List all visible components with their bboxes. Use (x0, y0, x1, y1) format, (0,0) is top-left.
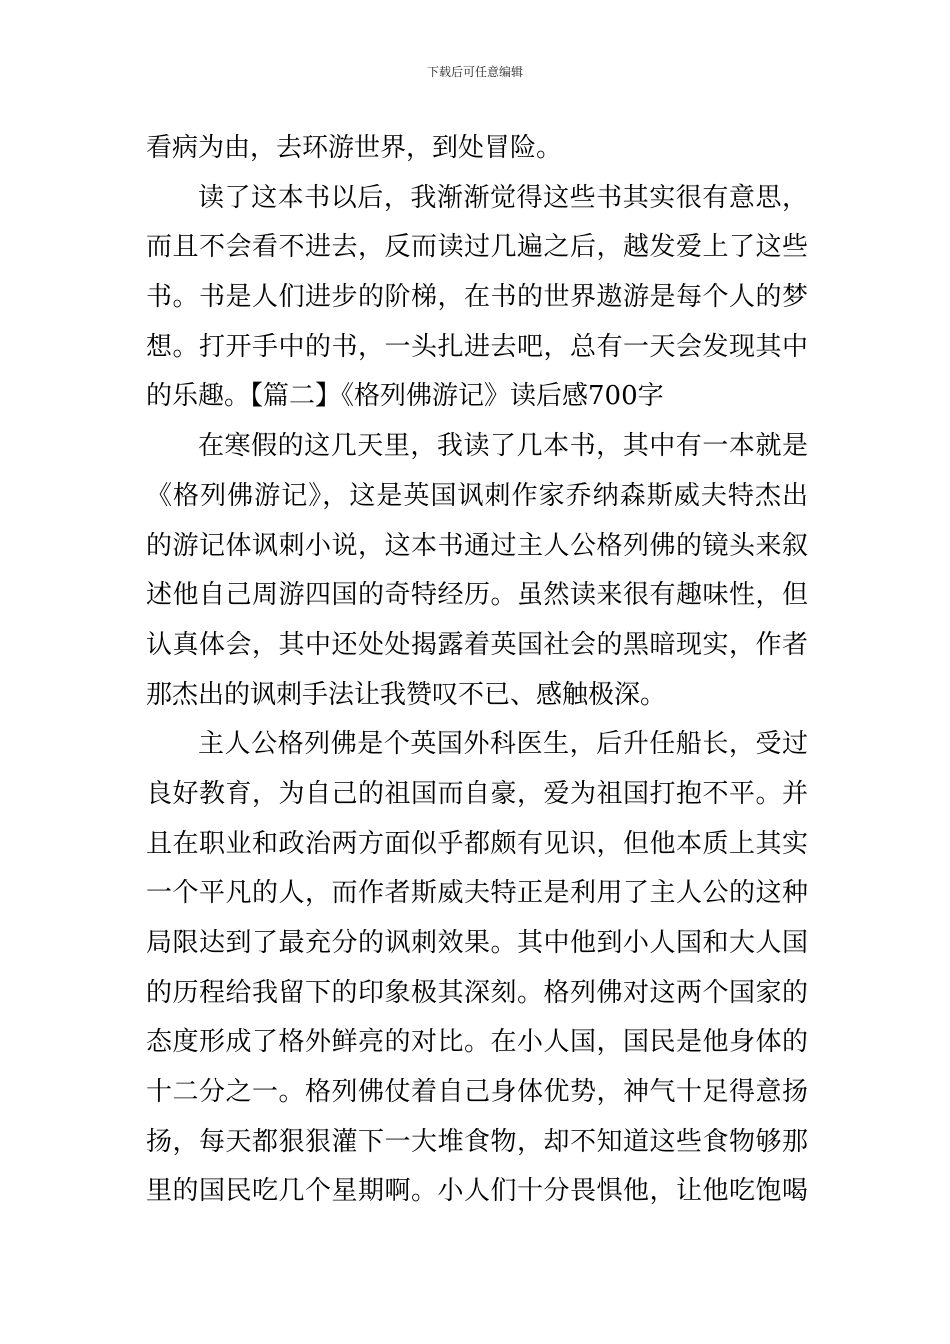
text-line: 看病为由，去环游世界，到处冒险。 (146, 133, 563, 163)
text-line: 认真体会，其中还处处揭露着英国社会的黑暗现实，作者 (146, 629, 808, 660)
text-line: 那杰出的讽刺手法让我赞叹不已、感触极深。 (146, 679, 667, 710)
text-line: 的游记体讽刺小说，这本书通过主人公格列佛的镜头来叙 (146, 530, 808, 561)
text-line: 《格列佛游记》，这是英国讽刺作家乔纳森斯威夫特杰出 (146, 480, 808, 511)
text-line: 书。书是人们进步的阶梯，在书的世界遨游是每个人的梦 (146, 282, 808, 313)
page-header: 下载后可任意编辑 (426, 65, 523, 79)
text-line: 想。打开手中的书，一头扎进去吧，总有一天会发现其中 (146, 331, 808, 362)
text-line: 扬，每天都狠狠灌下一大堆食物，却不知道这些食物够那 (146, 1126, 808, 1157)
text-line: 态度形成了格外鲜亮的对比。在小人国，国民是他身体的 (146, 1027, 808, 1058)
text-line: 的乐趣。【篇二】《格列佛游记》读后感700字 (146, 381, 664, 412)
text-line: 良好教育，为自己的祖国而自豪，爱为祖国打抱不平。并 (146, 778, 808, 809)
paragraph-first-line: 在寒假的这几天里，我读了几本书，其中有一本就是 (198, 431, 808, 462)
paragraph-first-line: 主人公格列佛是个英国外科医生，后升任船长，受过 (198, 729, 808, 760)
text-line: 且在职业和政治两方面似乎都颇有见识，但他本质上其实 (146, 828, 808, 859)
text-line: 局限达到了最充分的讽刺效果。其中他到小人国和大人国 (146, 928, 808, 958)
paragraph-first-line: 读了这本书以后，我渐渐觉得这些书其实很有意思， (198, 182, 808, 213)
text-line: 里的国民吃几个星期啊。小人们十分畏惧他，让他吃饱喝 (146, 1176, 808, 1207)
text-line: 而且不会看不进去，反而读过几遍之后，越发爱上了这些 (146, 232, 808, 263)
text-line: 十二分之一。格列佛仗着自己身体优势，神气十足得意扬 (146, 1077, 808, 1108)
text-line: 的历程给我留下的印象极其深刻。格列佛对这两个国家的 (146, 977, 808, 1008)
document-body (146, 124, 808, 1217)
text-line: 述他自己周游四国的奇特经历。虽然读来很有趣味性，但 (146, 580, 808, 611)
text-line: 一个平凡的人，而作者斯威夫特正是利用了主人公的这种 (146, 878, 808, 909)
